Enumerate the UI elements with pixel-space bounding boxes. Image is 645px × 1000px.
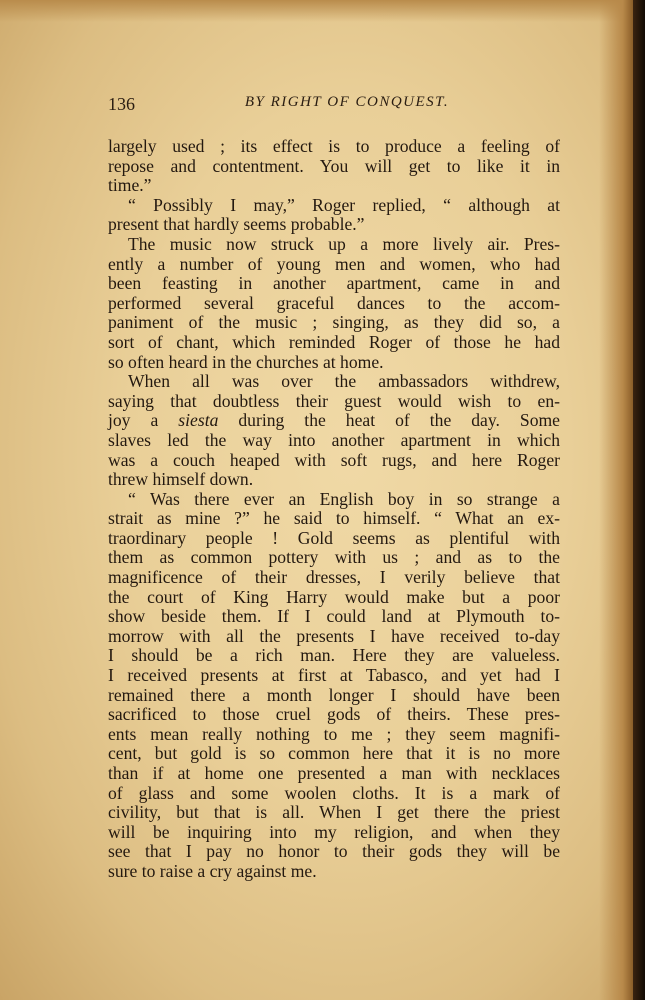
body-text (108, 137, 560, 882)
italic-word: siesta (178, 410, 219, 431)
text-line: them as common pottery with us ; and as to the (108, 547, 560, 568)
text-line: magnificence of their dresses, I verily believe that (108, 567, 560, 588)
text-line: threw himself down. (108, 469, 254, 490)
text-line: saying that doubtless their guest would wish to en- (108, 390, 560, 411)
text-line: strait as mine ?” he said to himself. “ What an ex- (108, 508, 560, 529)
text-line: of glass and some woolen cloths. It is a mark of (108, 782, 560, 803)
page-header (108, 94, 566, 118)
text-line: traordinary people ! Gold seems as plentiful with (108, 527, 560, 548)
text-line: ently a number of young men and women, who had (108, 253, 560, 274)
text-line: performed several graceful dances to the accom- (108, 292, 560, 313)
text-line: cent, but gold is so common here that it is no more (108, 743, 560, 764)
text-line: sure to raise a cry against me. (108, 860, 317, 881)
running-title: BY RIGHT OF CONQUEST. (244, 94, 450, 110)
text-line: repose and contentment. You will get to like it in (108, 155, 560, 176)
text-line: sacrificed to those cruel gods of theirs. These pres- (108, 704, 560, 725)
text-line: When all was over the ambassadors withdrew, (128, 371, 560, 392)
text-line: morrow with all the presents I have received to-day (108, 625, 560, 646)
text-line: ents mean really nothing to me ; they seem magnifi- (108, 723, 560, 744)
text-line: slaves led the way into another apartment in which (108, 429, 560, 450)
text-line: so often heard in the churches at home. (108, 351, 384, 372)
text-line: will be inquiring into my religion, and when they (108, 821, 560, 842)
text-line: I received presents at first at Tabasco, and yet had I (108, 665, 560, 686)
text-line: present that hardly seems probable.” (108, 214, 365, 235)
text-line: than if at home one presented a man with necklaces (108, 763, 560, 783)
text-line: “ Possibly I may,” Roger replied, “ although at (128, 194, 560, 215)
text-line: “ Was there ever an English boy in so strange a (128, 488, 560, 509)
text-line: largely used ; its effect is to produce a feeling of (108, 136, 560, 156)
page-number: 136 (108, 94, 135, 114)
text-line: The music now struck up a more lively air. Pres- (128, 233, 560, 254)
text-line: show beside them. If I could land at Plymouth to- (108, 606, 560, 627)
text-line: the court of King Harry would make but a poor (108, 586, 560, 607)
text-line: joy a siesta during the heat of the day. Some (108, 410, 560, 431)
text-line: time.” (108, 175, 152, 196)
text-line: been feasting in another apartment, came in and (108, 273, 560, 294)
text-line: civility, but that is all. When I get there the priest (108, 802, 560, 823)
text-line: see that I pay no honor to their gods they will be (108, 841, 560, 862)
text-line: was a couch heaped with soft rugs, and here Roger (108, 449, 560, 470)
text-line: remained there a month longer I should have been (108, 684, 560, 705)
book-spine-edge (633, 0, 645, 1000)
text-line: paniment of the music ; singing, as they did so, a (108, 312, 560, 333)
text-line: I should be a rich man. Here they are valueless. (108, 645, 560, 666)
text-line: sort of chant, which reminded Roger of those he had (108, 331, 560, 352)
